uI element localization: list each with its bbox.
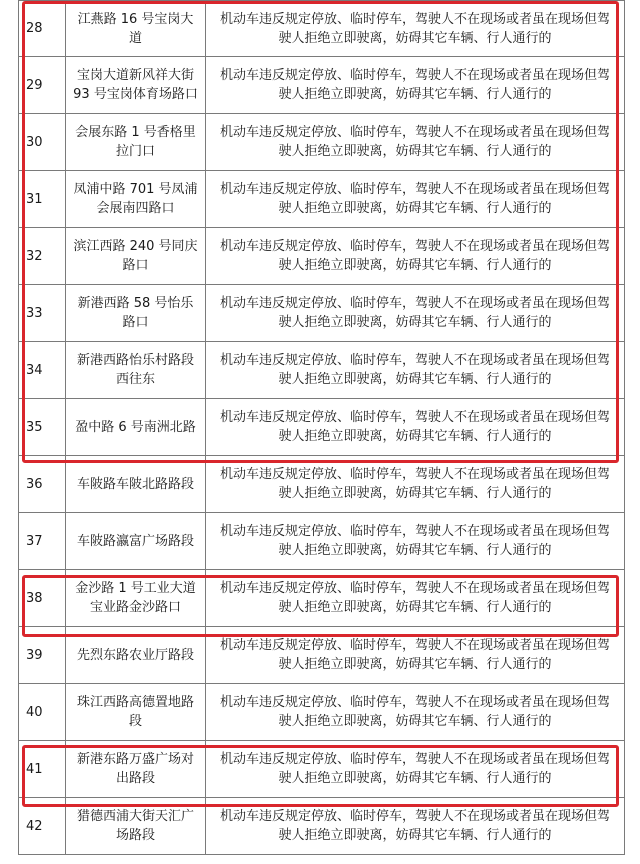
row-number: 35 [19, 399, 66, 456]
row-number: 31 [19, 171, 66, 228]
location-cell: 新港西路怡乐村路段西往东 [66, 342, 206, 399]
location-cell: 江燕路 16 号宝岗大道 [66, 1, 206, 57]
row-number: 29 [19, 57, 66, 114]
violation-table-container [18, 0, 624, 855]
location-cell: 滨江西路 240 号同庆路口 [66, 228, 206, 285]
location-cell: 盈中路 6 号南洲北路 [66, 399, 206, 456]
table-row [19, 741, 625, 798]
table-row [19, 57, 625, 114]
violation-cell: 机动车违反规定停放、临时停车，驾驶人不在现场或者虽在现场但驾驶人拒绝立即驶离，妨碍其它车辆、行人通行的 [206, 399, 625, 456]
table-row [19, 798, 625, 855]
location-cell: 车陂路车陂北路路段 [66, 456, 206, 513]
location-cell: 新港西路 58 号怡乐路口 [66, 285, 206, 342]
table-row [19, 228, 625, 285]
violation-cell: 机动车违反规定停放、临时停车，驾驶人不在现场或者虽在现场但驾驶人拒绝立即驶离，妨碍其它车辆、行人通行的 [206, 456, 625, 513]
row-number: 33 [19, 285, 66, 342]
row-number: 42 [19, 798, 66, 855]
row-number: 28 [19, 1, 66, 57]
table-row [19, 399, 625, 456]
table-row [19, 627, 625, 684]
table-row [19, 285, 625, 342]
violation-cell: 机动车违反规定停放、临时停车，驾驶人不在现场或者虽在现场但驾驶人拒绝立即驶离，妨碍其它车辆、行人通行的 [206, 741, 625, 798]
location-cell: 新港东路万盛广场对出路段 [66, 741, 206, 798]
violation-locations-table [18, 0, 625, 855]
table-row [19, 513, 625, 570]
violation-cell: 机动车违反规定停放、临时停车，驾驶人不在现场或者虽在现场但驾驶人拒绝立即驶离，妨碍其它车辆、行人通行的 [206, 342, 625, 399]
row-number: 37 [19, 513, 66, 570]
table-row [19, 1, 625, 57]
violation-cell: 机动车违反规定停放、临时停车，驾驶人不在现场或者虽在现场但驾驶人拒绝立即驶离，妨碍其它车辆、行人通行的 [206, 228, 625, 285]
location-cell: 车陂路瀛富广场路段 [66, 513, 206, 570]
location-cell: 猎德西浦大街天汇广场路段 [66, 798, 206, 855]
row-number: 38 [19, 570, 66, 627]
violation-cell: 机动车违反规定停放、临时停车，驾驶人不在现场或者虽在现场但驾驶人拒绝立即驶离，妨碍其它车辆、行人通行的 [206, 285, 625, 342]
row-number: 36 [19, 456, 66, 513]
location-cell: 凤浦中路 701 号凤浦会展南四路口 [66, 171, 206, 228]
violation-cell: 机动车违反规定停放、临时停车，驾驶人不在现场或者虽在现场但驾驶人拒绝立即驶离，妨碍其它车辆、行人通行的 [206, 684, 625, 741]
table-row [19, 342, 625, 399]
violation-cell: 机动车违反规定停放、临时停车，驾驶人不在现场或者虽在现场但驾驶人拒绝立即驶离，妨碍其它车辆、行人通行的 [206, 57, 625, 114]
location-cell: 先烈东路农业厅路段 [66, 627, 206, 684]
row-number: 41 [19, 741, 66, 798]
violation-cell: 机动车违反规定停放、临时停车，驾驶人不在现场或者虽在现场但驾驶人拒绝立即驶离，妨碍其它车辆、行人通行的 [206, 114, 625, 171]
violation-cell: 机动车违反规定停放、临时停车，驾驶人不在现场或者虽在现场但驾驶人拒绝立即驶离，妨碍其它车辆、行人通行的 [206, 513, 625, 570]
table-row [19, 684, 625, 741]
row-number: 34 [19, 342, 66, 399]
row-number: 32 [19, 228, 66, 285]
violation-cell: 机动车违反规定停放、临时停车，驾驶人不在现场或者虽在现场但驾驶人拒绝立即驶离，妨碍其它车辆、行人通行的 [206, 627, 625, 684]
row-number: 40 [19, 684, 66, 741]
table-row [19, 114, 625, 171]
table-row [19, 171, 625, 228]
row-number: 30 [19, 114, 66, 171]
violation-cell: 机动车违反规定停放、临时停车，驾驶人不在现场或者虽在现场但驾驶人拒绝立即驶离，妨碍其它车辆、行人通行的 [206, 798, 625, 855]
violation-cell: 机动车违反规定停放、临时停车，驾驶人不在现场或者虽在现场但驾驶人拒绝立即驶离，妨碍其它车辆、行人通行的 [206, 171, 625, 228]
location-cell: 会展东路 1 号香格里拉门口 [66, 114, 206, 171]
location-cell: 宝岗大道新风祥大街93 号宝岗体育场路口 [66, 57, 206, 114]
location-cell: 金沙路 1 号工业大道宝业路金沙路口 [66, 570, 206, 627]
location-cell: 珠江西路高德置地路段 [66, 684, 206, 741]
table-row [19, 456, 625, 513]
row-number: 39 [19, 627, 66, 684]
violation-cell: 机动车违反规定停放、临时停车，驾驶人不在现场或者虽在现场但驾驶人拒绝立即驶离，妨碍其它车辆、行人通行的 [206, 1, 625, 57]
table-row [19, 570, 625, 627]
violation-cell: 机动车违反规定停放、临时停车，驾驶人不在现场或者虽在现场但驾驶人拒绝立即驶离，妨碍其它车辆、行人通行的 [206, 570, 625, 627]
